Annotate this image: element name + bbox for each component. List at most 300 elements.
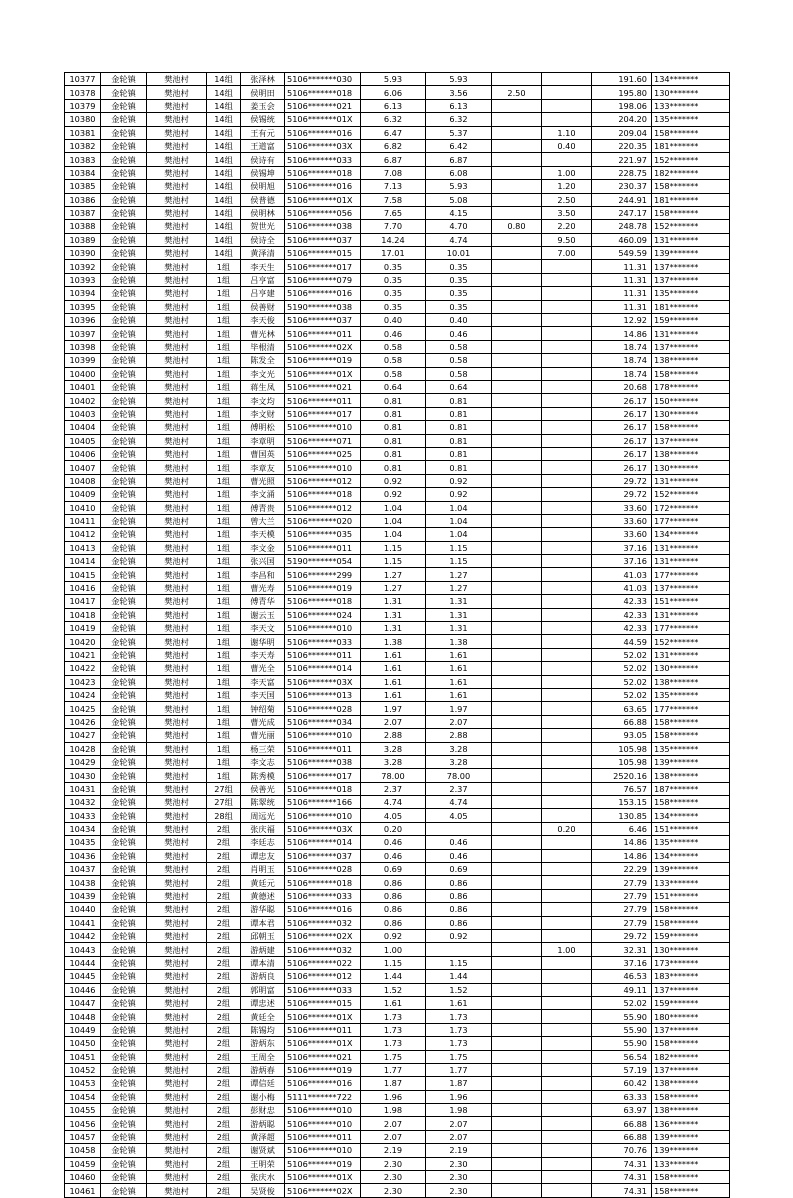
cell-town: 金轮镇	[101, 1090, 147, 1103]
cell-total-area: 0.81	[361, 394, 426, 407]
cell-town: 金轮镇	[101, 153, 147, 166]
cell-amount: 18.74	[592, 354, 652, 367]
cell-total-area: 1.77	[361, 1063, 426, 1076]
cell-area-b	[492, 314, 542, 327]
cell-area-b	[492, 488, 542, 501]
cell-name: 侯明旭	[241, 180, 285, 193]
cell-area-b	[492, 1050, 542, 1063]
cell-record-no: 10454	[65, 1090, 101, 1103]
cell-amount: 33.60	[592, 514, 652, 527]
table-row	[65, 1144, 730, 1157]
cell-id-number: 5106*******033	[285, 889, 361, 902]
cell-amount: 49.11	[592, 983, 652, 996]
cell-town: 金轮镇	[101, 126, 147, 139]
cell-record-no: 10383	[65, 153, 101, 166]
cell-phone: 130*******	[652, 461, 730, 474]
cell-group: 2组	[207, 1077, 241, 1090]
cell-amount: 46.53	[592, 970, 652, 983]
cell-name: 李章明	[241, 434, 285, 447]
cell-amount: 66.88	[592, 1117, 652, 1130]
cell-total-area: 0.58	[361, 367, 426, 380]
table-body	[65, 73, 730, 1198]
cell-area-a: 0.35	[426, 260, 492, 273]
cell-area-c	[542, 782, 592, 795]
cell-total-area: 2.19	[361, 1144, 426, 1157]
cell-group: 2组	[207, 996, 241, 1009]
cell-name: 曹光照	[241, 474, 285, 487]
cell-id-number: 5106*******01X	[285, 1171, 361, 1184]
cell-amount: 74.31	[592, 1171, 652, 1184]
cell-area-a: 1.31	[426, 622, 492, 635]
cell-group: 1组	[207, 407, 241, 420]
cell-area-c	[542, 260, 592, 273]
cell-area-c	[542, 863, 592, 876]
cell-area-a: 1.27	[426, 568, 492, 581]
table-row	[65, 1010, 730, 1023]
cell-name: 李文财	[241, 407, 285, 420]
cell-town: 金轮镇	[101, 742, 147, 755]
cell-phone: 159*******	[652, 930, 730, 943]
cell-name: 彭财忠	[241, 1104, 285, 1117]
cell-town: 金轮镇	[101, 662, 147, 675]
cell-name: 谢云玉	[241, 608, 285, 621]
cell-town: 金轮镇	[101, 635, 147, 648]
cell-total-area: 1.98	[361, 1104, 426, 1117]
cell-phone: 131*******	[652, 327, 730, 340]
cell-area-a: 0.64	[426, 380, 492, 393]
cell-amount: 37.16	[592, 956, 652, 969]
cell-area-b	[492, 514, 542, 527]
cell-village: 樊池村	[147, 394, 207, 407]
cell-town: 金轮镇	[101, 1050, 147, 1063]
cell-area-c	[542, 1023, 592, 1036]
cell-id-number: 5106*******01X	[285, 367, 361, 380]
cell-group: 2组	[207, 1157, 241, 1170]
cell-group: 1组	[207, 688, 241, 701]
cell-record-no: 10384	[65, 166, 101, 179]
cell-phone: 158*******	[652, 1184, 730, 1197]
cell-area-c	[542, 742, 592, 755]
cell-amount: 41.03	[592, 581, 652, 594]
cell-area-b	[492, 367, 542, 380]
cell-area-c	[542, 434, 592, 447]
cell-amount: 66.88	[592, 1130, 652, 1143]
cell-area-b	[492, 153, 542, 166]
cell-village: 樊池村	[147, 715, 207, 728]
cell-phone: 182*******	[652, 1050, 730, 1063]
cell-area-a: 2.37	[426, 782, 492, 795]
cell-phone: 131*******	[652, 555, 730, 568]
cell-amount: 14.86	[592, 849, 652, 862]
cell-total-area: 2.37	[361, 782, 426, 795]
cell-group: 1组	[207, 742, 241, 755]
cell-area-c: 1.20	[542, 180, 592, 193]
cell-town: 金轮镇	[101, 782, 147, 795]
cell-id-number: 5106*******037	[285, 849, 361, 862]
cell-total-area: 0.46	[361, 849, 426, 862]
cell-group: 2组	[207, 916, 241, 929]
cell-village: 樊池村	[147, 1171, 207, 1184]
cell-amount: 26.17	[592, 447, 652, 460]
cell-town: 金轮镇	[101, 1104, 147, 1117]
cell-area-b	[492, 206, 542, 219]
cell-total-area: 3.28	[361, 755, 426, 768]
cell-area-a: 1.97	[426, 702, 492, 715]
cell-area-c	[542, 1171, 592, 1184]
cell-id-number: 5106*******056	[285, 206, 361, 219]
table-row	[65, 193, 730, 206]
cell-area-a: 6.13	[426, 99, 492, 112]
cell-phone: 158*******	[652, 367, 730, 380]
cell-town: 金轮镇	[101, 688, 147, 701]
cell-amount: 55.90	[592, 1037, 652, 1050]
cell-area-a: 4.74	[426, 233, 492, 246]
cell-amount: 42.33	[592, 608, 652, 621]
cell-id-number: 5106*******030	[285, 73, 361, 86]
table-row	[65, 1104, 730, 1117]
cell-phone: 134*******	[652, 849, 730, 862]
cell-amount: 52.02	[592, 648, 652, 661]
cell-record-no: 10377	[65, 73, 101, 86]
table-row	[65, 273, 730, 286]
cell-town: 金轮镇	[101, 916, 147, 929]
cell-record-no: 10390	[65, 247, 101, 260]
cell-total-area: 1.04	[361, 528, 426, 541]
table-row	[65, 126, 730, 139]
cell-area-b	[492, 970, 542, 983]
cell-total-area: 6.47	[361, 126, 426, 139]
cell-area-b	[492, 1077, 542, 1090]
cell-area-c	[542, 394, 592, 407]
cell-town: 金轮镇	[101, 233, 147, 246]
cell-id-number: 5106*******015	[285, 247, 361, 260]
cell-amount: 33.60	[592, 501, 652, 514]
cell-town: 金轮镇	[101, 166, 147, 179]
cell-area-c	[542, 889, 592, 902]
cell-area-b	[492, 702, 542, 715]
cell-group: 2组	[207, 903, 241, 916]
cell-total-area: 0.81	[361, 421, 426, 434]
cell-phone: 137*******	[652, 434, 730, 447]
cell-phone: 181*******	[652, 139, 730, 152]
cell-id-number: 5106*******079	[285, 273, 361, 286]
cell-name: 曹光成	[241, 715, 285, 728]
cell-record-no: 10387	[65, 206, 101, 219]
cell-area-c	[542, 595, 592, 608]
cell-area-c	[542, 755, 592, 768]
cell-area-b	[492, 1090, 542, 1103]
cell-town: 金轮镇	[101, 930, 147, 943]
cell-name: 曹光全	[241, 662, 285, 675]
cell-group: 2组	[207, 1023, 241, 1036]
cell-total-area: 2.30	[361, 1184, 426, 1197]
cell-phone: 139*******	[652, 863, 730, 876]
cell-village: 樊池村	[147, 755, 207, 768]
cell-town: 金轮镇	[101, 434, 147, 447]
table-row	[65, 73, 730, 86]
table-row	[65, 367, 730, 380]
cell-village: 樊池村	[147, 916, 207, 929]
cell-group: 14组	[207, 113, 241, 126]
cell-area-a: 0.81	[426, 407, 492, 420]
cell-group: 14组	[207, 73, 241, 86]
cell-id-number: 5106*******011	[285, 1023, 361, 1036]
cell-amount: 26.17	[592, 421, 652, 434]
cell-record-no: 10397	[65, 327, 101, 340]
cell-village: 樊池村	[147, 434, 207, 447]
cell-area-c	[542, 340, 592, 353]
cell-name: 陈锡均	[241, 1023, 285, 1036]
table-row	[65, 916, 730, 929]
cell-area-b: 2.50	[492, 86, 542, 99]
cell-area-a	[426, 943, 492, 956]
cell-name: 曹光林	[241, 327, 285, 340]
cell-phone: 139*******	[652, 1144, 730, 1157]
cell-name: 李廷志	[241, 836, 285, 849]
cell-id-number: 5106*******037	[285, 314, 361, 327]
cell-group: 1组	[207, 541, 241, 554]
cell-id-number: 5106*******021	[285, 1050, 361, 1063]
cell-total-area: 0.92	[361, 930, 426, 943]
table-row	[65, 300, 730, 313]
cell-area-c	[542, 849, 592, 862]
cell-phone: 150*******	[652, 394, 730, 407]
cell-amount: 52.02	[592, 688, 652, 701]
cell-area-c: 1.00	[542, 943, 592, 956]
cell-area-c	[542, 581, 592, 594]
table-row	[65, 769, 730, 782]
cell-town: 金轮镇	[101, 1023, 147, 1036]
cell-area-b	[492, 407, 542, 420]
cell-group: 1组	[207, 528, 241, 541]
cell-village: 樊池村	[147, 568, 207, 581]
cell-area-b	[492, 675, 542, 688]
table-row	[65, 287, 730, 300]
cell-town: 金轮镇	[101, 407, 147, 420]
cell-name: 王明荣	[241, 1157, 285, 1170]
cell-phone: 180*******	[652, 1010, 730, 1023]
cell-area-c	[542, 1144, 592, 1157]
cell-total-area: 6.32	[361, 113, 426, 126]
cell-area-a: 0.69	[426, 863, 492, 876]
cell-phone: 137*******	[652, 581, 730, 594]
cell-name: 李天富	[241, 675, 285, 688]
cell-group: 14组	[207, 180, 241, 193]
cell-record-no: 10425	[65, 702, 101, 715]
cell-area-c	[542, 367, 592, 380]
cell-group: 14组	[207, 139, 241, 152]
cell-phone: 158*******	[652, 206, 730, 219]
cell-group: 2组	[207, 876, 241, 889]
cell-village: 樊池村	[147, 863, 207, 876]
cell-name: 贺世光	[241, 220, 285, 233]
table-row	[65, 514, 730, 527]
cell-area-b	[492, 622, 542, 635]
cell-phone: 183*******	[652, 970, 730, 983]
table-row	[65, 943, 730, 956]
cell-area-c	[542, 73, 592, 86]
cell-amount: 11.31	[592, 300, 652, 313]
cell-amount: 33.60	[592, 528, 652, 541]
cell-area-c	[542, 528, 592, 541]
cell-area-a: 4.74	[426, 796, 492, 809]
cell-total-area: 1.75	[361, 1050, 426, 1063]
cell-area-b	[492, 461, 542, 474]
cell-village: 樊池村	[147, 233, 207, 246]
cell-amount: 6.46	[592, 822, 652, 835]
cell-village: 樊池村	[147, 1050, 207, 1063]
cell-total-area: 1.97	[361, 702, 426, 715]
cell-total-area: 0.86	[361, 903, 426, 916]
cell-amount: 191.60	[592, 73, 652, 86]
cell-name: 李天寿	[241, 648, 285, 661]
cell-village: 樊池村	[147, 889, 207, 902]
cell-record-no: 10399	[65, 354, 101, 367]
cell-name: 曹国英	[241, 447, 285, 460]
cell-area-a: 0.81	[426, 461, 492, 474]
cell-record-no: 10379	[65, 99, 101, 112]
cell-phone: 138*******	[652, 675, 730, 688]
cell-group: 1组	[207, 300, 241, 313]
cell-amount: 11.31	[592, 287, 652, 300]
cell-name: 周远光	[241, 809, 285, 822]
cell-town: 金轮镇	[101, 863, 147, 876]
cell-group: 1组	[207, 367, 241, 380]
cell-area-c	[542, 1010, 592, 1023]
cell-phone: 181*******	[652, 193, 730, 206]
cell-area-c	[542, 809, 592, 822]
cell-town: 金轮镇	[101, 622, 147, 635]
cell-town: 金轮镇	[101, 380, 147, 393]
cell-phone: 158*******	[652, 796, 730, 809]
cell-phone: 151*******	[652, 822, 730, 835]
cell-record-no: 10398	[65, 340, 101, 353]
table-row	[65, 970, 730, 983]
cell-area-b	[492, 608, 542, 621]
cell-total-area: 0.69	[361, 863, 426, 876]
cell-amount: 220.35	[592, 139, 652, 152]
cell-record-no: 10386	[65, 193, 101, 206]
cell-town: 金轮镇	[101, 581, 147, 594]
cell-area-b	[492, 1130, 542, 1143]
cell-record-no: 10459	[65, 1157, 101, 1170]
cell-area-c	[542, 1117, 592, 1130]
cell-village: 樊池村	[147, 1010, 207, 1023]
cell-group: 2组	[207, 943, 241, 956]
cell-village: 樊池村	[147, 1063, 207, 1076]
cell-village: 樊池村	[147, 595, 207, 608]
cell-group: 14组	[207, 86, 241, 99]
cell-area-c	[542, 970, 592, 983]
cell-phone: 137*******	[652, 273, 730, 286]
cell-area-c	[542, 635, 592, 648]
cell-area-b	[492, 421, 542, 434]
table-row	[65, 889, 730, 902]
cell-id-number: 5106*******01X	[285, 1010, 361, 1023]
cell-village: 樊池村	[147, 461, 207, 474]
cell-village: 樊池村	[147, 648, 207, 661]
cell-area-a: 5.93	[426, 73, 492, 86]
table-row	[65, 930, 730, 943]
cell-id-number: 5106*******018	[285, 166, 361, 179]
cell-phone: 172*******	[652, 501, 730, 514]
cell-group: 2组	[207, 930, 241, 943]
cell-area-c	[542, 287, 592, 300]
cell-total-area: 7.13	[361, 180, 426, 193]
cell-record-no: 10408	[65, 474, 101, 487]
cell-name: 侯明田	[241, 86, 285, 99]
cell-village: 樊池村	[147, 1023, 207, 1036]
table-row	[65, 247, 730, 260]
table-row	[65, 327, 730, 340]
cell-group: 1组	[207, 755, 241, 768]
cell-village: 樊池村	[147, 943, 207, 956]
cell-name: 王有元	[241, 126, 285, 139]
cell-total-area: 1.04	[361, 501, 426, 514]
table-row	[65, 863, 730, 876]
cell-town: 金轮镇	[101, 474, 147, 487]
table-row	[65, 86, 730, 99]
cell-name: 张庆水	[241, 1171, 285, 1184]
cell-phone: 135*******	[652, 742, 730, 755]
cell-area-c	[542, 715, 592, 728]
cell-area-b	[492, 595, 542, 608]
cell-town: 金轮镇	[101, 1063, 147, 1076]
cell-area-b	[492, 648, 542, 661]
cell-village: 樊池村	[147, 930, 207, 943]
cell-id-number: 5106*******035	[285, 528, 361, 541]
cell-phone: 135*******	[652, 688, 730, 701]
cell-area-c	[542, 555, 592, 568]
cell-area-b	[492, 916, 542, 929]
cell-amount: 60.42	[592, 1077, 652, 1090]
cell-amount: 52.02	[592, 662, 652, 675]
cell-group: 2组	[207, 956, 241, 969]
cell-group: 1组	[207, 675, 241, 688]
cell-id-number: 5106*******038	[285, 220, 361, 233]
cell-phone: 137*******	[652, 1023, 730, 1036]
cell-amount: 18.74	[592, 367, 652, 380]
table-row	[65, 421, 730, 434]
cell-area-b	[492, 354, 542, 367]
cell-name: 游炳东	[241, 1037, 285, 1050]
cell-town: 金轮镇	[101, 1157, 147, 1170]
cell-village: 樊池村	[147, 983, 207, 996]
table-row	[65, 340, 730, 353]
cell-record-no: 10394	[65, 287, 101, 300]
cell-total-area: 1.04	[361, 514, 426, 527]
cell-id-number: 5106*******015	[285, 996, 361, 1009]
cell-group: 1组	[207, 314, 241, 327]
cell-id-number: 5106*******03X	[285, 139, 361, 152]
cell-village: 樊池村	[147, 86, 207, 99]
cell-area-c	[542, 474, 592, 487]
cell-name: 李文金	[241, 541, 285, 554]
cell-phone: 158*******	[652, 715, 730, 728]
cell-record-no: 10412	[65, 528, 101, 541]
cell-id-number: 5106*******019	[285, 581, 361, 594]
table-row	[65, 447, 730, 460]
cell-total-area: 1.61	[361, 648, 426, 661]
cell-phone: 133*******	[652, 99, 730, 112]
cell-name: 黄廷元	[241, 876, 285, 889]
cell-phone: 152*******	[652, 635, 730, 648]
cell-phone: 158*******	[652, 421, 730, 434]
cell-total-area: 2.07	[361, 715, 426, 728]
cell-phone: 158*******	[652, 903, 730, 916]
cell-name: 谢华明	[241, 635, 285, 648]
cell-amount: 14.86	[592, 836, 652, 849]
